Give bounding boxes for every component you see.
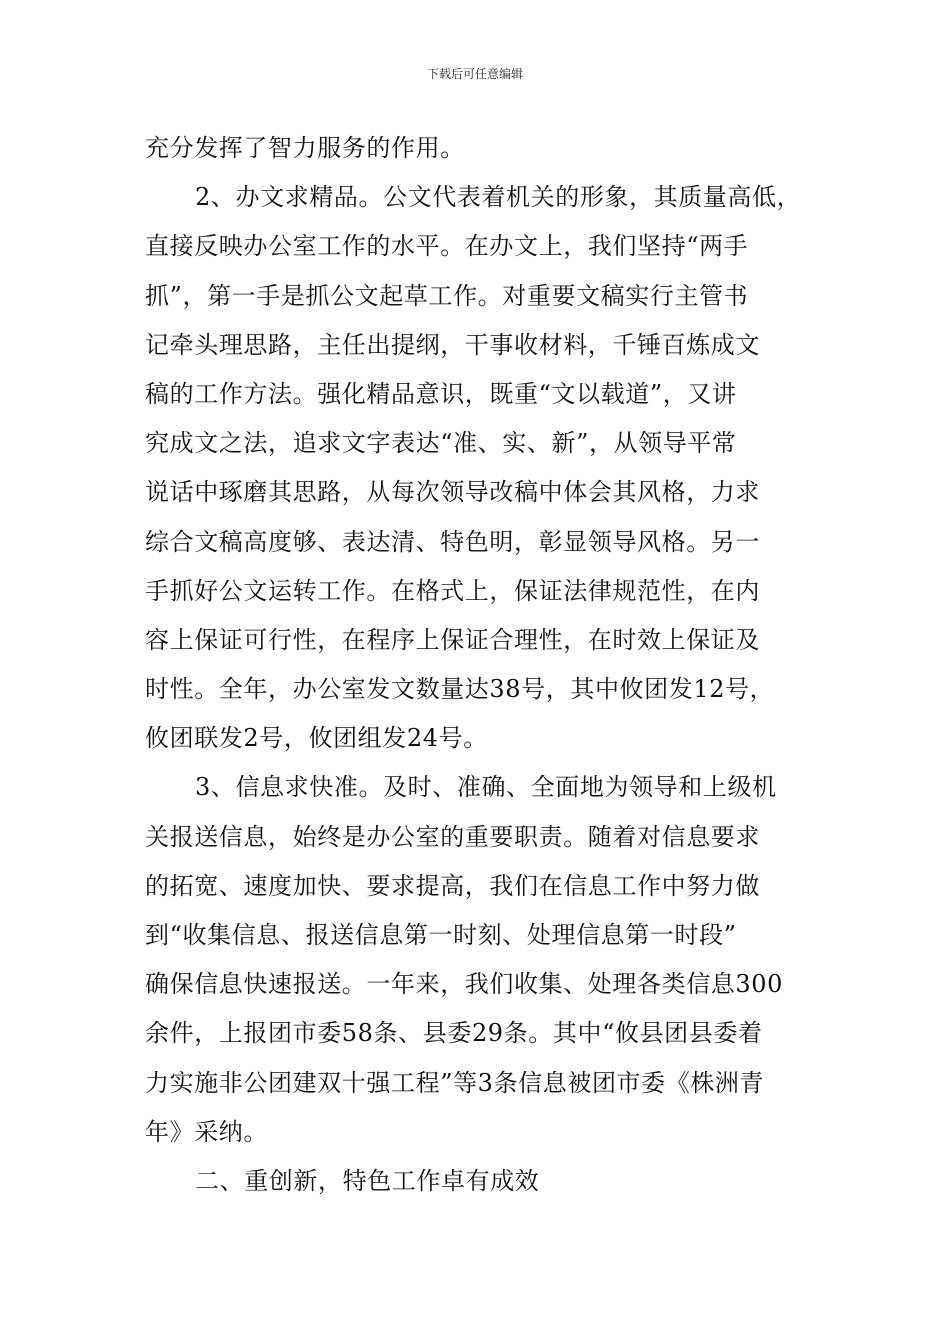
text-line: 的拓宽、速度加快、要求提高，我们在信息工作中努力做: [145, 871, 760, 900]
text-line: 抓”，第一手是抓公文起草工作。对重要文稿实行主管书: [145, 281, 749, 310]
text-line: 时性。全年，办公室发文数量达38号，其中攸团发12号，: [145, 675, 775, 704]
text-line: 容上保证可行性，在程序上保证合理性，在时效上保证及: [145, 625, 760, 654]
text-line: 2、办文求精品。公文代表着机关的形象，其质量高低，: [195, 183, 802, 212]
text-line: 综合文稿高度够、表达清、特色明，彰显领导风格。另一: [145, 527, 760, 556]
text-line: 年》采纳。: [145, 1117, 268, 1146]
text-line: 3、信息求快准。及时、准确、全面地为领导和上级机: [195, 773, 777, 802]
text-line: 记牵头理思路，主任出提纲，干事收材料，千锤百炼成文: [145, 330, 760, 359]
text-line: 手抓好公文运转工作。在格式上，保证法律规范性，在内: [145, 576, 760, 605]
text-line: 攸团联发2号，攸团组发24号。: [145, 724, 488, 753]
text-line: 到“收集信息、报送信息第一时刻、处理信息第一时段”: [145, 921, 737, 949]
text-line: 确保信息快速报送。一年来，我们收集、处理各类信息300: [145, 970, 784, 999]
text-line: 关报送信息，始终是办公室的重要职责。随着对信息要求: [145, 822, 760, 851]
text-line: 说话中琢磨其思路，从每次领导改稿中体会其风格，力求: [145, 478, 760, 507]
section-heading: 二、重创新，特色工作卓有成效: [195, 1166, 540, 1195]
text-line: 充分发挥了智力服务的作用。: [145, 134, 465, 162]
page-header: 下载后可任意编辑: [426, 67, 523, 81]
document-body: [145, 124, 835, 1206]
text-line: 究成文之法，追求文字表达“准、实、新”，从领导平常: [145, 429, 737, 458]
text-line: 力实施非公团建双十强工程”等3条信息被团市委《株洲青: [145, 1068, 765, 1097]
text-line: 余件，上报团市委58条、县委29条。其中“攸县团县委着: [145, 1019, 763, 1048]
text-line: 稿的工作方法。强化精品意识，既重“文以载道”，又讲: [145, 379, 737, 408]
text-line: 直接反映办公室工作的水平。在办文上，我们坚持“两手: [145, 232, 749, 261]
